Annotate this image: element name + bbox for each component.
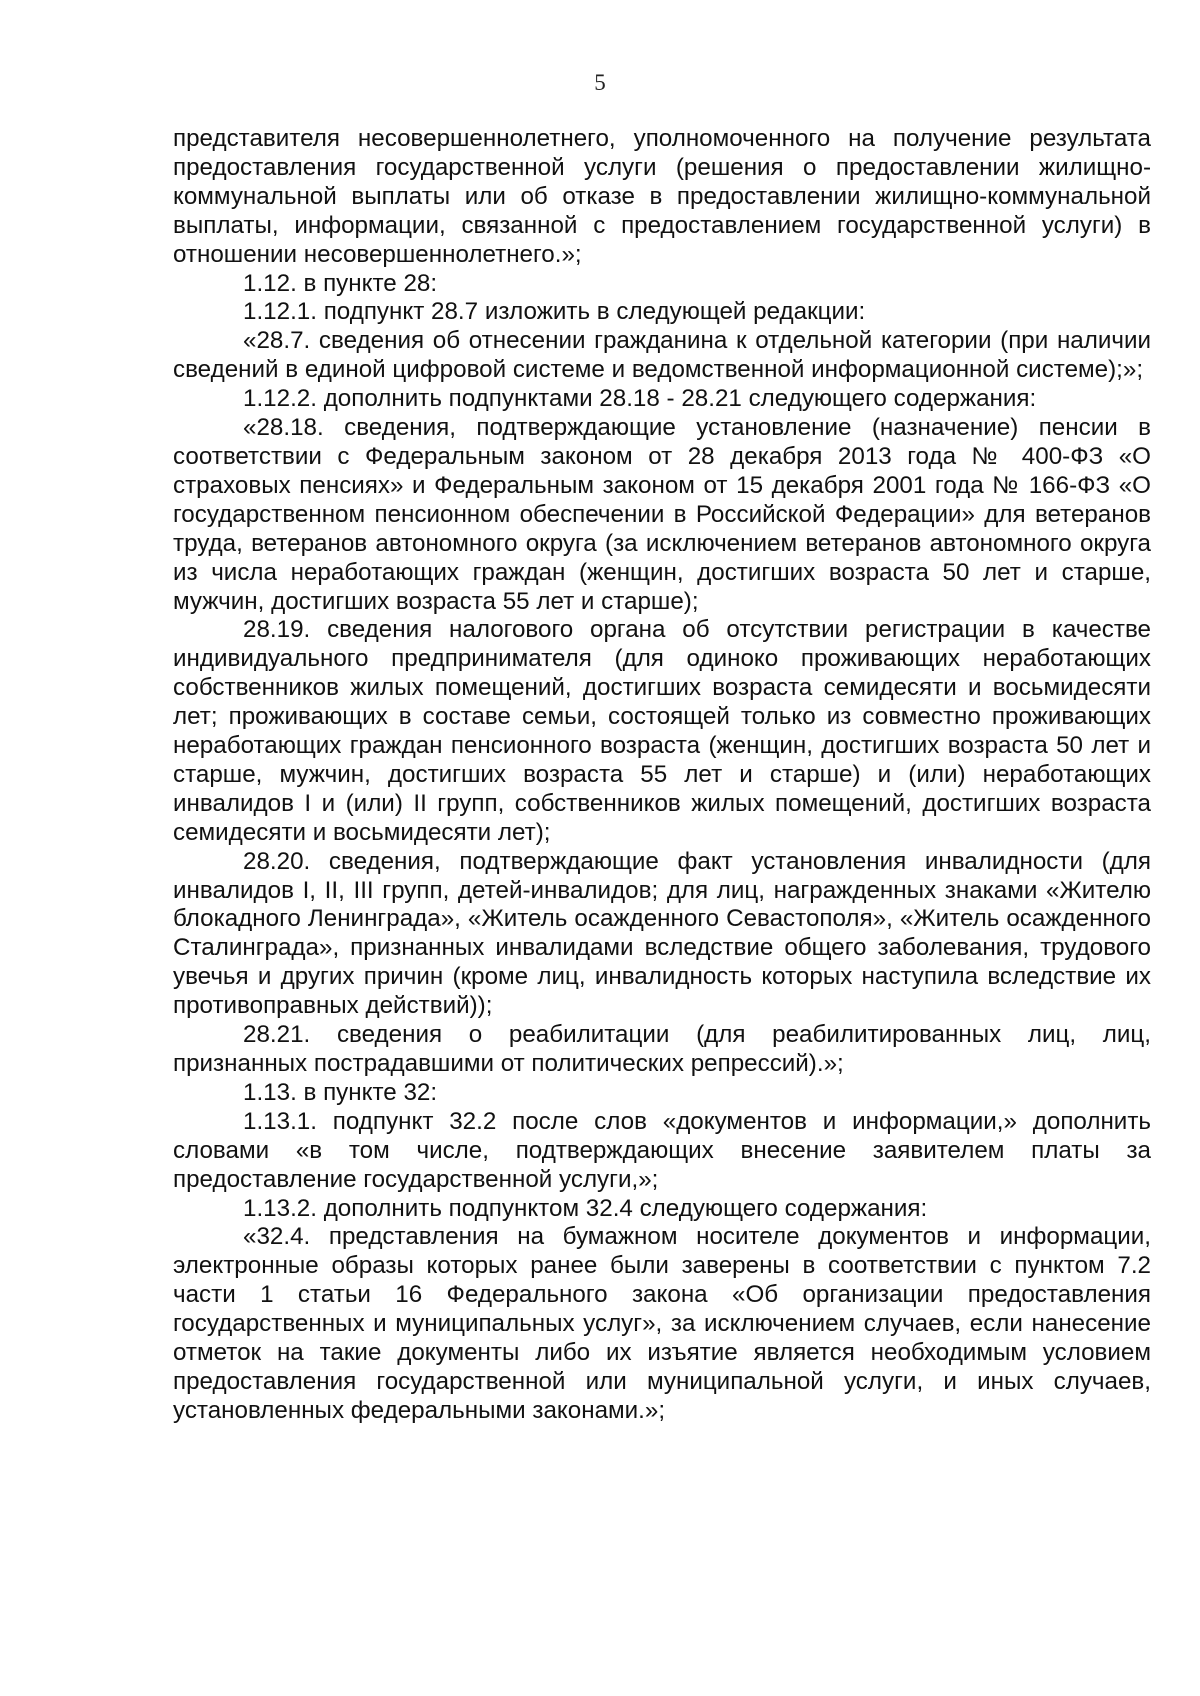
paragraph-1-12-2: 1.12.2. дополнить подпунктами 28.18 - 28.21 следующего содержания:	[243, 385, 1037, 413]
paragraph-28-18: «28.18. сведения, подтверждающие установление (назначение) пенсии в соответствии с Федеральным законом от 28 декабря 2013 года № 400-ФЗ «О страховых пенсиях» и Федеральным законом от 15 декабря 2001 года № 166-ФЗ «О государственном пенсионном обеспечении в Российской Федерации» для ветеранов труда, ветеранов автономного округа (за исключением ветеранов автономного округа из числа неработающих граждан (женщин, достигших возраста 50 лет и старше, мужчин, достигших возраста 55 лет и старше);	[173, 414, 1151, 615]
document-body	[173, 125, 1151, 1426]
paragraph-1-12-1: 1.12.1. подпункт 28.7 изложить в следующей редакции:	[243, 298, 866, 326]
paragraph-28-21: 28.21. сведения о реабилитации (для реабилитированных лиц, лиц, признанных пострадавшими от политических репрессий).»;	[173, 1021, 1151, 1077]
paragraph-28-19: 28.19. сведения налогового органа об отсутствии регистрации в качестве индивидуального предпринимателя (для одиноко проживающих неработающих собственников жилых помещений, достигших возраста семидесяти и восьмидесяти лет; проживающих в составе семьи, состоящей только из совместно проживающих неработающих граждан пенсионного возраста (женщин, достигших возраста 50 лет и старше, мужчин, достигших возраста 55 лет и старше) и (или) неработающих инвалидов I и (или) II групп, собственников жилых помещений, достигших возраста семидесяти и восьмидесяти лет);	[173, 616, 1151, 846]
paragraph-1-13: 1.13. в пункте 32:	[243, 1078, 438, 1106]
paragraph-1-13-2: 1.13.2. дополнить подпунктом 32.4 следующего содержания:	[243, 1194, 928, 1222]
paragraph-28-20: 28.20. сведения, подтверждающие факт установления инвалидности (для инвалидов I, II, III групп, детей-инвалидов; для лиц, награжденных знаками «Жителю блокадного Ленинграда», «Житель осажденного Севастополя», «Житель осажденного Сталинграда», признанных инвалидами вследствие общего заболевания, трудового увечья и других причин (кроме лиц, инвалидность которых наступила вследствие их противоправных действий));	[173, 847, 1151, 1020]
paragraph-continuation: представителя несовершеннолетнего, уполномоченного на получение результата предоставления государственной услуги (решения о предоставлении жилищно-коммунальной выплаты или об отказе в предоставлении жилищно-коммунальной выплаты, информации, связанной с предоставлением государственной услуги) в отношении несовершеннолетнего.»;	[173, 125, 1151, 268]
paragraph-1-13-1: 1.13.1. подпункт 32.2 после слов «документов и информации,» дополнить словами «в том числе, подтверждающих внесение заявителем платы за предоставление государственной услуги,»;	[173, 1107, 1151, 1193]
page-number: 5	[594, 70, 606, 95]
paragraph-28-7: «28.7. сведения об отнесении гражданина к отдельной категории (при наличии сведений в единой цифровой системе и ведомственной информационной системе);»;	[173, 327, 1151, 384]
paragraph-32-4: «32.4. представления на бумажном носителе документов и информации, электронные образы которых ранее были заверены в соответствии с пунктом 7.2 части 1 статьи 16 Федерального закона «Об организации предоставления государственных и муниципальных услуг», за исключением случаев, если нанесение отметок на такие документы либо их изъятие является необходимым условием предоставления государственной или муниципальной услуги, и иных случаев, установленных федеральными законами.»;	[173, 1223, 1151, 1424]
paragraph-1-12: 1.12. в пункте 28:	[243, 269, 438, 297]
